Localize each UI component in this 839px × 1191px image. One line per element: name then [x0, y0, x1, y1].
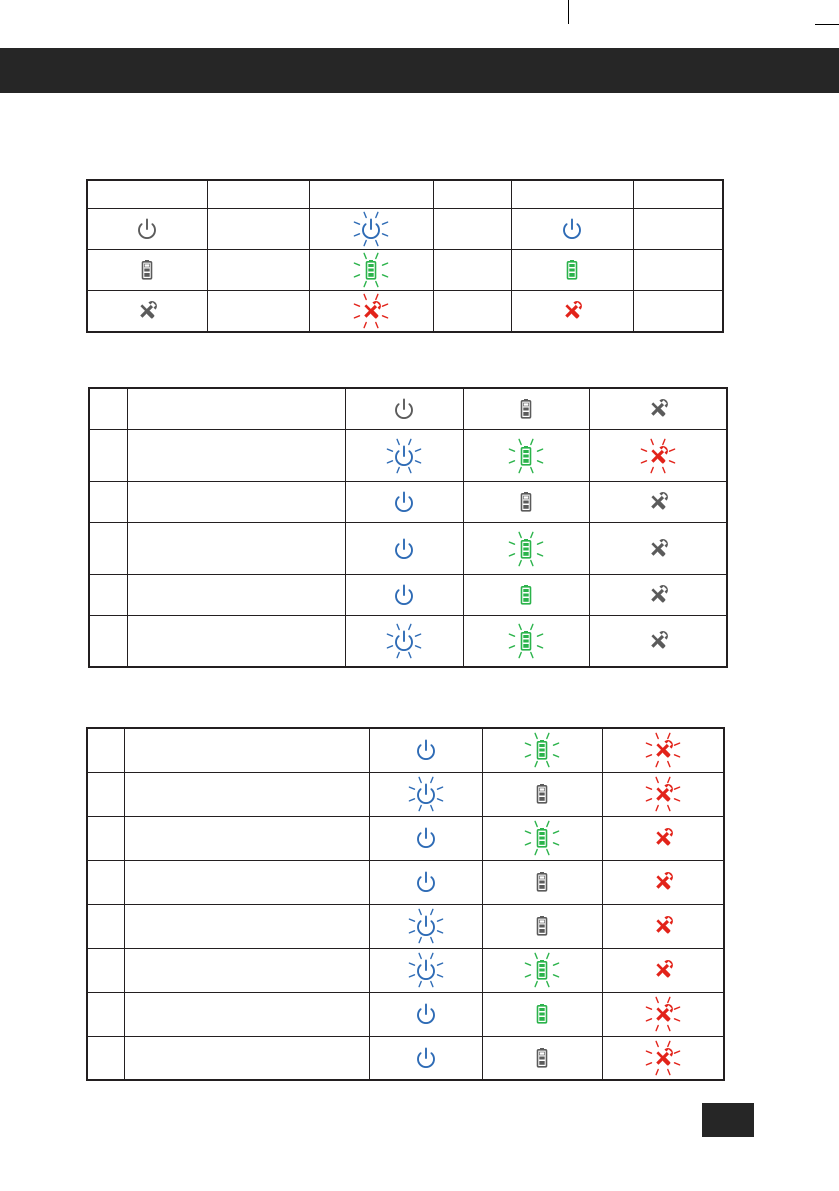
battery-green-blink-icon [506, 529, 546, 569]
table-cell [207, 180, 309, 208]
battery-green-blink-icon [522, 730, 562, 770]
table-cell [207, 208, 309, 249]
table-cell [87, 1036, 124, 1080]
table-cell [602, 816, 724, 860]
table-row [87, 180, 723, 208]
table-cell [511, 249, 633, 290]
error-table [86, 727, 725, 1081]
table-cell [369, 992, 482, 1036]
table-row [89, 616, 727, 667]
table-cell [89, 616, 127, 667]
table-row [87, 816, 724, 860]
power-blue-icon [406, 862, 446, 902]
table-cell [87, 948, 124, 992]
battery-green-blink-icon [522, 818, 562, 858]
table-cell [124, 728, 369, 772]
table-row [87, 860, 724, 904]
table-cell [87, 772, 124, 816]
table-cell [369, 1036, 482, 1080]
table-cell [127, 482, 345, 523]
power-blue-blink-icon [406, 906, 446, 946]
battery-grey-icon [522, 906, 562, 946]
wrench-red-blink-icon [638, 436, 678, 476]
table-cell [602, 1036, 724, 1080]
table-row [89, 430, 727, 482]
table-row [87, 948, 724, 992]
table-cell [482, 860, 602, 904]
table-cell [433, 180, 511, 208]
table-cell [482, 772, 602, 816]
table-cell [124, 904, 369, 948]
table-cell [127, 430, 345, 482]
table-row [87, 728, 724, 772]
table-row [87, 290, 723, 332]
table-cell [87, 249, 207, 290]
table-cell [89, 575, 127, 616]
power-blue-icon [406, 730, 446, 770]
wrench-red-blink-icon [351, 291, 391, 331]
table-cell [602, 860, 724, 904]
battery-grey-icon [522, 774, 562, 814]
wrench-red-blink-icon [643, 730, 683, 770]
table-row [87, 904, 724, 948]
wrench-red-icon [643, 818, 683, 858]
wrench-grey-icon [638, 621, 678, 661]
crop-mark-right [815, 24, 839, 25]
table-cell [433, 290, 511, 332]
battery-grey-icon [522, 1038, 562, 1078]
table-cell [87, 728, 124, 772]
table-cell [482, 816, 602, 860]
table-cell [87, 208, 207, 249]
table-cell [633, 249, 723, 290]
table-cell [124, 816, 369, 860]
table-cell [633, 290, 723, 332]
table-cell [124, 992, 369, 1036]
table-cell [309, 208, 433, 249]
table-cell [87, 816, 124, 860]
table-cell [89, 523, 127, 575]
table-cell [602, 728, 724, 772]
wrench-red-blink-icon [643, 1038, 683, 1078]
table-row [87, 208, 723, 249]
table-cell [463, 575, 589, 616]
legend-table [86, 179, 724, 333]
battery-green-blink-icon [506, 621, 546, 661]
table-cell [433, 249, 511, 290]
header-bar [0, 48, 839, 93]
table-cell [87, 904, 124, 948]
table-cell [369, 948, 482, 992]
battery-grey-icon [506, 389, 546, 429]
battery-green-blink-icon [351, 250, 391, 290]
table-cell [345, 430, 463, 482]
power-blue-blink-icon [406, 774, 446, 814]
table-cell [602, 904, 724, 948]
wrench-red-icon [552, 291, 592, 331]
table-cell [369, 728, 482, 772]
table-cell [633, 180, 723, 208]
power-blue-icon [406, 1038, 446, 1078]
table-cell [345, 575, 463, 616]
table-cell [124, 948, 369, 992]
wrench-grey-icon [127, 291, 167, 331]
table-cell [369, 860, 482, 904]
table-cell [589, 430, 727, 482]
battery-green-blink-icon [506, 436, 546, 476]
wrench-red-blink-icon [643, 774, 683, 814]
power-grey-icon [127, 209, 167, 249]
table-cell [207, 249, 309, 290]
table-cell [345, 523, 463, 575]
table-cell [511, 180, 633, 208]
table-row [87, 1036, 724, 1080]
table-cell [369, 904, 482, 948]
table-cell [369, 816, 482, 860]
table-row [87, 992, 724, 1036]
table-cell [345, 616, 463, 667]
table-cell [589, 616, 727, 667]
table-cell [602, 772, 724, 816]
table-cell [433, 208, 511, 249]
page-number-tab [702, 1103, 754, 1137]
table-row [89, 575, 727, 616]
table-cell [463, 388, 589, 430]
table-cell [589, 575, 727, 616]
wrench-red-icon [643, 950, 683, 990]
power-blue-blink-icon [384, 621, 424, 661]
table-cell [127, 388, 345, 430]
table-cell [345, 388, 463, 430]
table-cell [124, 772, 369, 816]
table-cell [87, 860, 124, 904]
table-cell [589, 482, 727, 523]
table-cell [89, 430, 127, 482]
table-cell [127, 523, 345, 575]
table-cell [602, 948, 724, 992]
table-cell [482, 904, 602, 948]
wrench-grey-icon [638, 575, 678, 615]
table-cell [87, 290, 207, 332]
table-cell [127, 575, 345, 616]
battery-grey-icon [127, 250, 167, 290]
status-table [88, 387, 728, 668]
wrench-red-icon [643, 906, 683, 946]
table-cell [345, 482, 463, 523]
battery-grey-icon [506, 482, 546, 522]
table-cell [633, 208, 723, 249]
power-blue-icon [552, 209, 592, 249]
table-cell [369, 772, 482, 816]
battery-green-icon [506, 575, 546, 615]
table-cell [89, 482, 127, 523]
table-row [87, 772, 724, 816]
table-row [89, 523, 727, 575]
battery-green-blink-icon [522, 950, 562, 990]
table-row [89, 388, 727, 430]
power-blue-icon [384, 482, 424, 522]
battery-grey-icon [522, 862, 562, 902]
power-blue-blink-icon [351, 209, 391, 249]
power-blue-icon [384, 529, 424, 569]
table-cell [482, 992, 602, 1036]
power-blue-icon [406, 994, 446, 1034]
table-cell [602, 992, 724, 1036]
table-cell [89, 388, 127, 430]
battery-green-icon [552, 250, 592, 290]
battery-green-icon [522, 994, 562, 1034]
table-cell [463, 523, 589, 575]
table-cell [482, 948, 602, 992]
table-cell [87, 180, 207, 208]
table-cell [309, 290, 433, 332]
table-cell [87, 992, 124, 1036]
power-blue-blink-icon [384, 436, 424, 476]
wrench-grey-icon [638, 389, 678, 429]
wrench-red-icon [643, 862, 683, 902]
table-cell [309, 180, 433, 208]
table-cell [589, 388, 727, 430]
table-cell [482, 1036, 602, 1080]
table-cell [463, 616, 589, 667]
power-blue-icon [384, 575, 424, 615]
power-blue-blink-icon [406, 950, 446, 990]
table-cell [124, 1036, 369, 1080]
power-grey-icon [384, 389, 424, 429]
table-cell [124, 860, 369, 904]
table-row [87, 249, 723, 290]
wrench-red-blink-icon [643, 994, 683, 1034]
table-row [89, 482, 727, 523]
table-cell [511, 208, 633, 249]
table-cell [127, 616, 345, 667]
table-cell [511, 290, 633, 332]
wrench-grey-icon [638, 482, 678, 522]
wrench-grey-icon [638, 529, 678, 569]
table-cell [482, 728, 602, 772]
table-cell [463, 482, 589, 523]
table-cell [589, 523, 727, 575]
power-blue-icon [406, 818, 446, 858]
table-cell [207, 290, 309, 332]
crop-mark-top [568, 0, 569, 24]
table-cell [463, 430, 589, 482]
table-cell [309, 249, 433, 290]
